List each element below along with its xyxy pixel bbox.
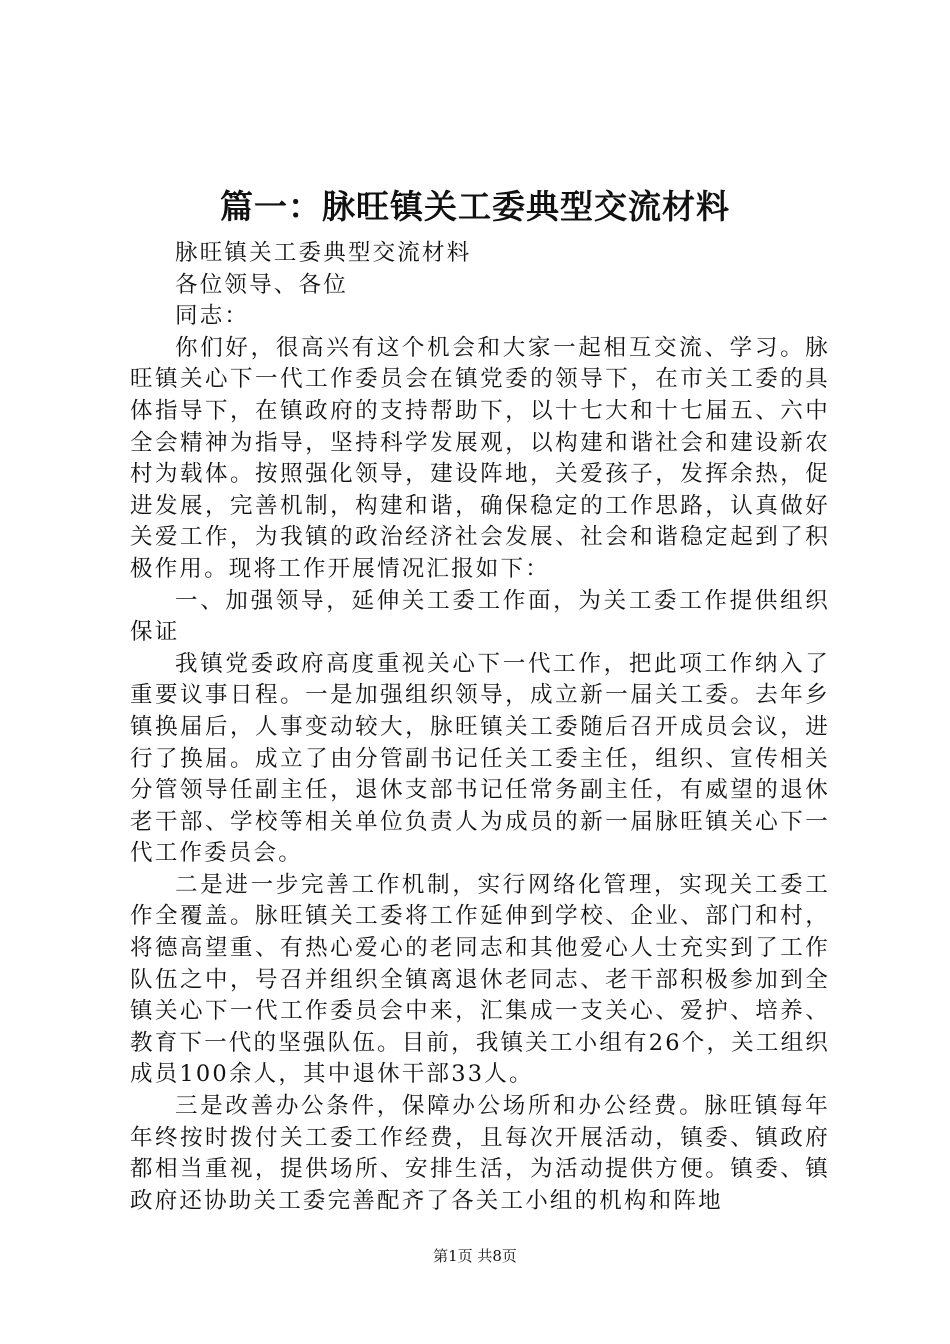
paragraph-salutation: 各位领导、各位 [175,271,348,298]
document-title: 篇一：脉旺镇关工委典型交流材料 [220,187,730,226]
document-body [130,238,830,1217]
paragraph-section-heading: 一、加强领导，延伸关工委工作面，为关工委工作提供组织保证 [130,587,830,646]
paragraph-salutation-cont: 同志： [175,303,250,330]
paragraph-office: 三是改善办公条件，保障办公场所和办公经费。脉旺镇每年年终按时拨付关工委工作经费，且每次开展活动，镇委、镇政府都相当重视，提供场所、安排生活，为活动提供方便。镇委、镇政府还协助关工委完善配齐了各关工小组的机构和阵地 [130,1093,830,1214]
paragraph-subtitle: 脉旺镇关工委典型交流材料 [175,240,472,266]
page-footer: 第1页 共8页 [433,1247,517,1265]
paragraph-leadership: 我镇党委政府高度重视关心下一代工作，把此项工作纳入了重要议事日程。一是加强组织领导，成立新一届关工委。去年乡镇换届后，人事变动较大，脉旺镇关工委随后召开成员会议，进行了换届。成立了由分管副书记任关工委主任，组织、宣传相关分管领导任副主任，退休支部书记任常务副主任，有威望的退休老干部、学校等相关单位负责人为成员的新一届脉旺镇关心下一代工作委员会。 [130,650,830,867]
paragraph-mechanism: 二是进一步完善工作机制，实行网络化管理，实现关工委工作全覆盖。脉旺镇关工委将工作延伸到学校、企业、部门和村，将德高望重、有热心爱心的老同志和其他爱心人士充实到了工作队伍之中，号召并组织全镇离退休老同志、老干部积极参加到全镇关心下一代工作委员会中来，汇集成一支关心、爱护、培养、教育下一代的坚强队伍。目前，我镇关工小组有26个，关工组织成员100余人，其中退休干部33人。 [130,871,830,1088]
paragraph-intro: 你们好，很高兴有这个机会和大家一起相互交流、学习。脉旺镇关心下一代工作委员会在镇党委的领导下，在市关工委的具体指导下，在镇政府的支持帮助下，以十七大和十七届五、六中全会精神为指导，坚持科学发展观，以构建和谐社会和建设新农村为载体。按照强化领导，建设阵地，关爱孩子，发挥余热，促进发展，完善机制，构建和谐，确保稳定的工作思路，认真做好关爱工作，为我镇的政治经济社会发展、社会和谐稳定起到了积极作用。现将工作开展情况汇报如下： [130,334,830,582]
